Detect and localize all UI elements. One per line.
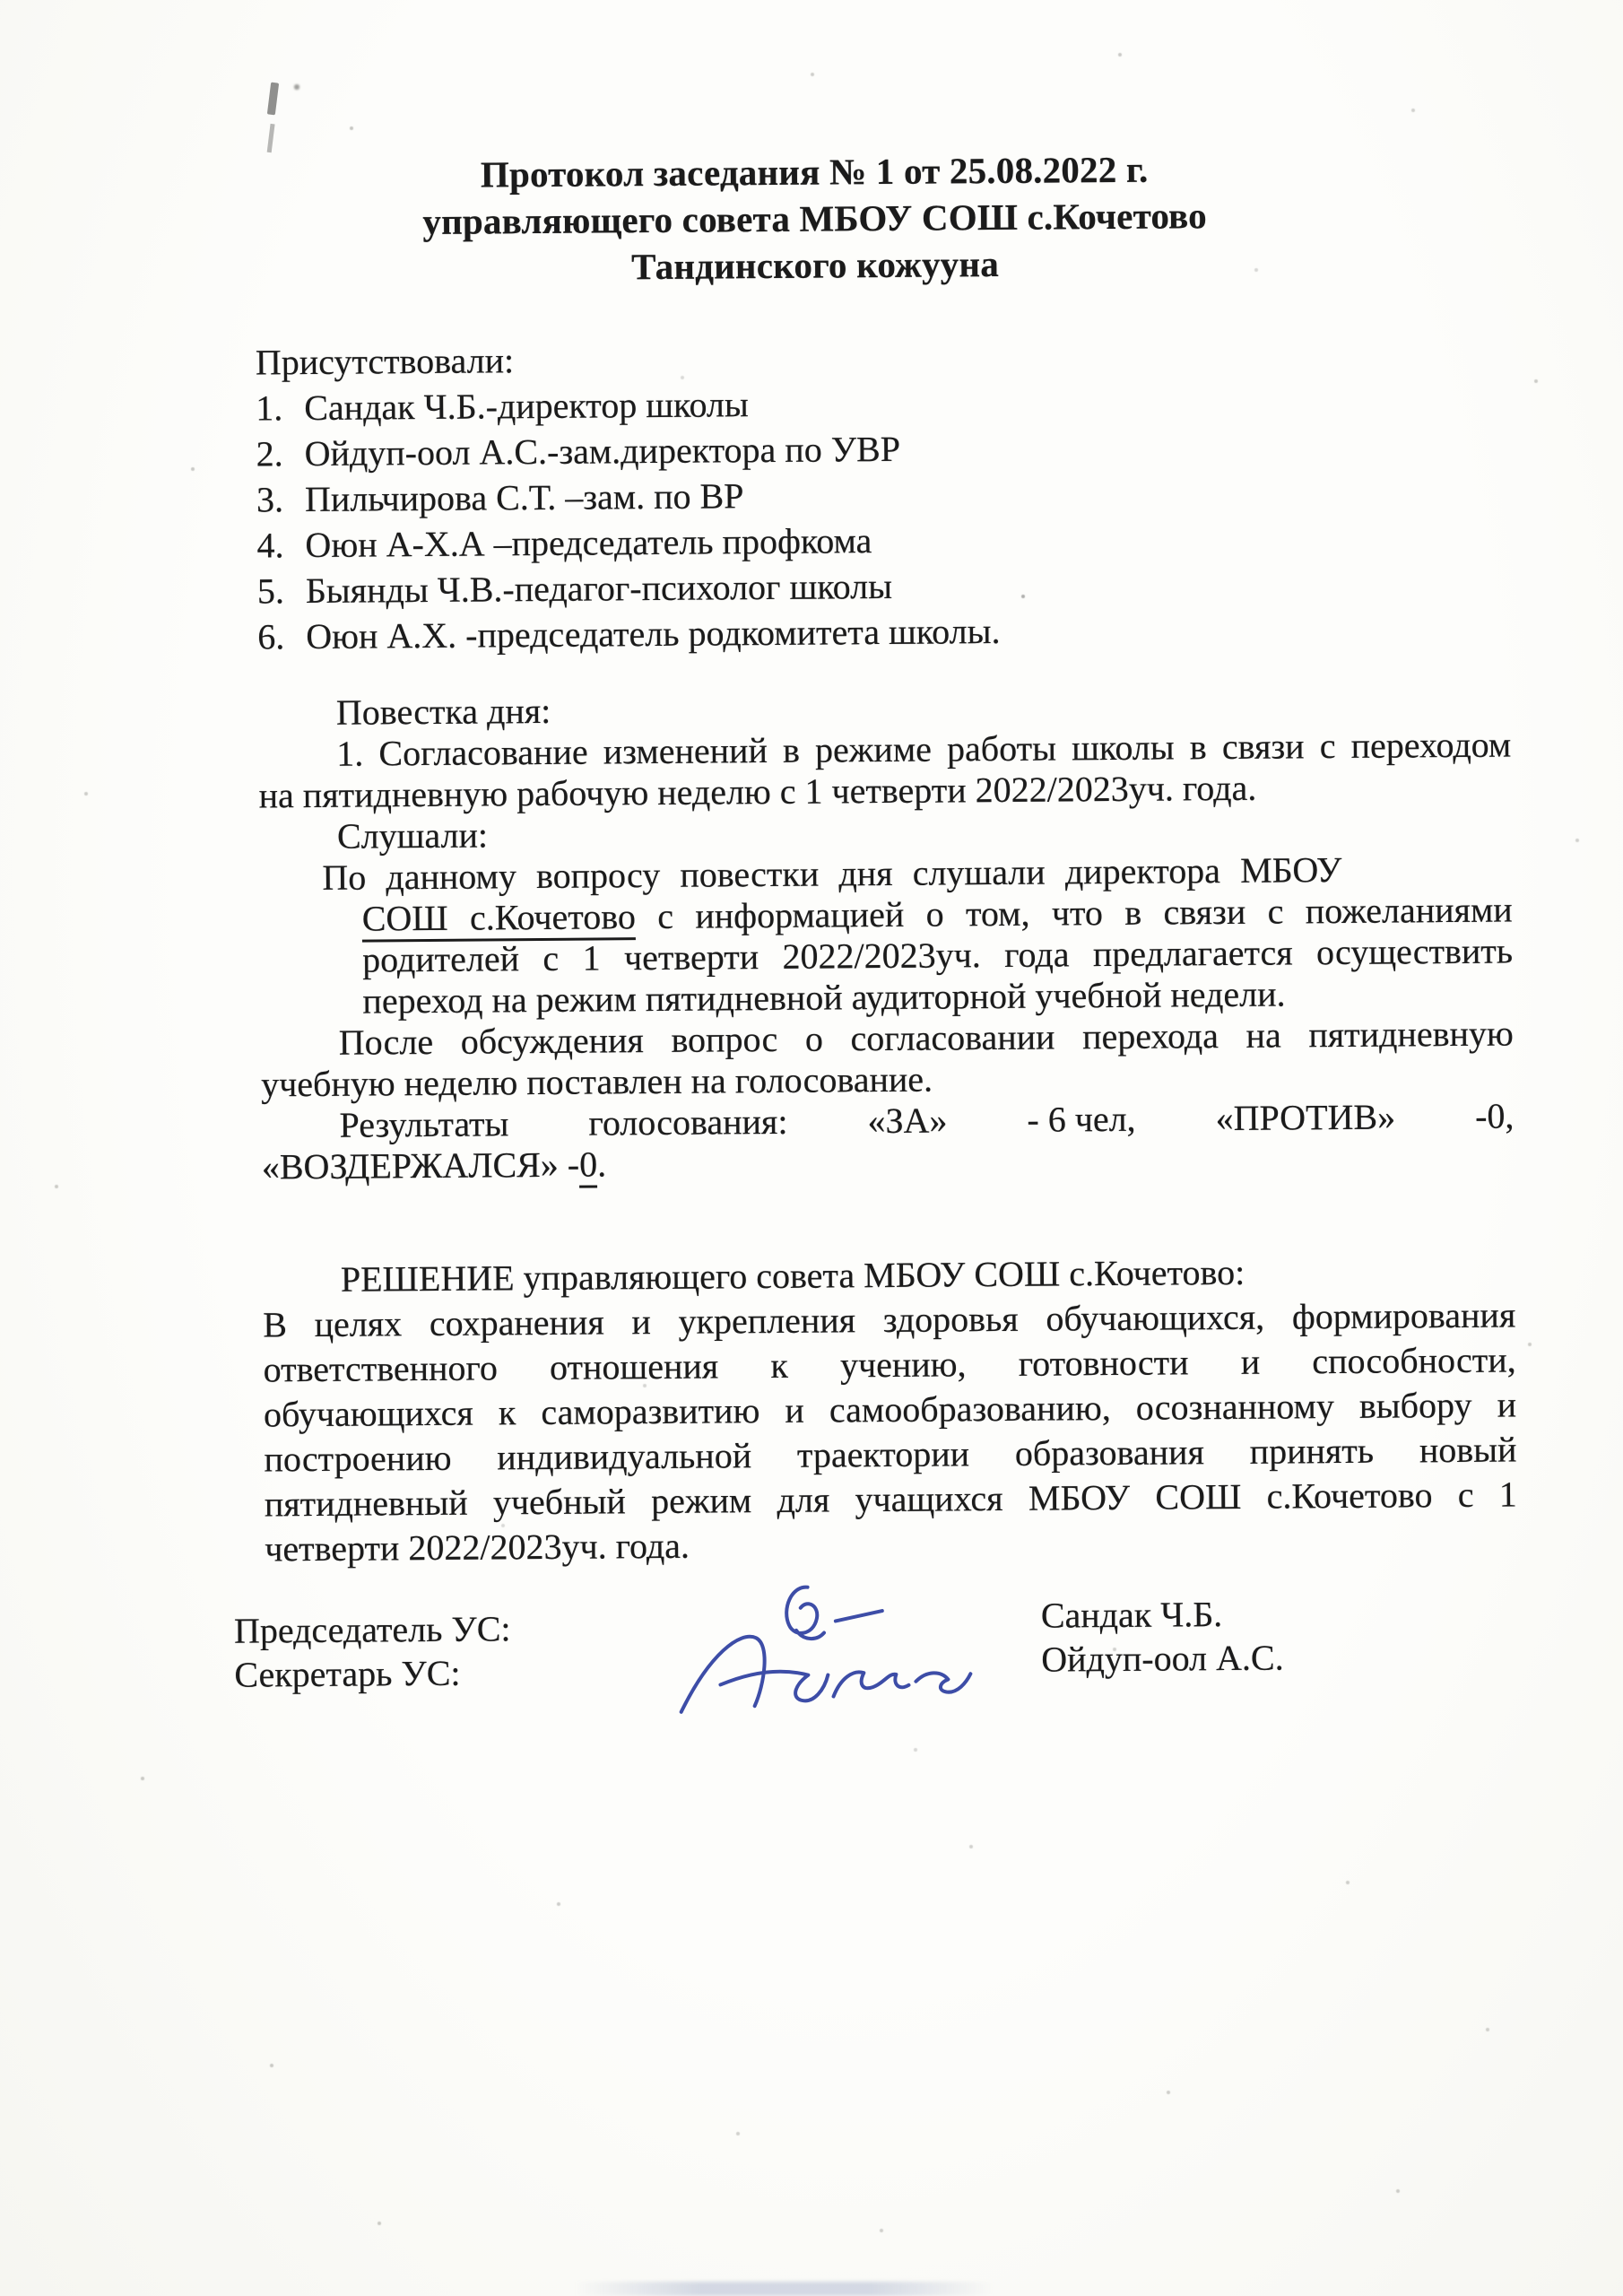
heard-header: Слушали: bbox=[336, 814, 489, 857]
chairman-signature-stroke bbox=[786, 1587, 882, 1639]
attendee-item bbox=[257, 604, 1510, 660]
voting-abstained-line bbox=[262, 1136, 1515, 1187]
heard-section bbox=[259, 807, 1515, 1188]
attendee-text: Быянды Ч.В.-педагог-психолог школы bbox=[305, 565, 893, 612]
document-title bbox=[254, 144, 1376, 293]
resolution-body-line: пятидневный учебный режим для учащихся МБОУ СОШ с.Кочетово с 1 bbox=[264, 1474, 1517, 1525]
attendee-number: 1. bbox=[256, 387, 283, 429]
chairman-name: Сандак Ч.Б. bbox=[1040, 1594, 1223, 1636]
attendee-number: 5. bbox=[256, 570, 285, 612]
agenda-item-line: 1. Согласование изменений в режиме работы школы в связи с переходом bbox=[336, 724, 1512, 774]
scan-smudge bbox=[574, 2282, 995, 2296]
attendee-number: 2. bbox=[256, 433, 283, 474]
title-line-district: Тандинского кожууна bbox=[630, 242, 1000, 288]
abstain-period: . bbox=[596, 1144, 607, 1185]
underlined-school-name: СОШ с.Кочетово bbox=[362, 896, 637, 942]
voting-segment: «ПРОТИВ» bbox=[1215, 1096, 1396, 1139]
abstain-text: «ВОЗДЕРЖАЛСЯ» - bbox=[261, 1144, 580, 1187]
voting-segment: голосования: bbox=[588, 1100, 788, 1144]
abstain-count-underlined: 0 bbox=[579, 1144, 597, 1188]
resolution-body-line: ответственного отношения к учению, готовности и способности, bbox=[263, 1339, 1516, 1390]
voting-segment: Результаты bbox=[339, 1103, 509, 1145]
heard-line: По данному вопросу повестки дня слушали директора МБОУ bbox=[322, 848, 1342, 898]
scan-noise-specks bbox=[0, 0, 2, 2]
heard-line-rest: с информацией о том, что в связи с пожеланиями bbox=[635, 889, 1513, 937]
voting-segment: «ЗА» bbox=[867, 1100, 948, 1142]
discussion-line: После обсуждения вопрос о согласовании перехода на пятидневную bbox=[338, 1013, 1514, 1063]
attendees-section bbox=[256, 330, 1511, 660]
agenda-section bbox=[258, 683, 1512, 817]
secretary-signature-stroke bbox=[681, 1635, 971, 1712]
attendee-text: Оюн А.Х. -председатель родкомитета школы. bbox=[306, 610, 1001, 657]
title-line-council: управляющего совета МБОУ СОШ с.Кочетово bbox=[422, 195, 1208, 243]
resolution-header: РЕШЕНИЕ управляющего совета МБОУ СОШ с.Кочетово: bbox=[340, 1251, 1245, 1300]
heard-line: родителей с 1 четверти 2022/2023уч. года предлагается осуществить bbox=[361, 930, 1514, 980]
attendee-number: 6. bbox=[257, 616, 285, 657]
secretary-label: Секретарь УС: bbox=[234, 1652, 461, 1695]
resolution-body-line: обучающихся к саморазвитию и самообразованию, осознанному выбору и bbox=[263, 1384, 1517, 1435]
voting-segment: -0, bbox=[1474, 1095, 1515, 1136]
attendees-header: Присутствовали: bbox=[255, 340, 515, 383]
secretary-name: Ойдуп-оол А.С. bbox=[1041, 1637, 1284, 1680]
agenda-header: Повестка дня: bbox=[335, 690, 551, 733]
chairman-label: Председатель УС: bbox=[233, 1608, 511, 1651]
agenda-item-continuation: на пятидневную рабочую неделю с 1 четверти 2022/2023уч. года. bbox=[258, 767, 1257, 816]
attendee-text: Ойдуп-оол А.С.-зам.директора по УВР bbox=[304, 428, 901, 474]
attendee-text: Оюн А-Х.А –председатель профкома bbox=[305, 520, 872, 566]
attendee-number: 4. bbox=[256, 525, 284, 566]
signature-block bbox=[233, 1594, 1519, 1697]
heard-line: переход на режим пятидневной аудиторной учебной недели. bbox=[362, 973, 1286, 1022]
resolution-body-line: построению индивидуальной траектории образования принять новый bbox=[264, 1429, 1517, 1480]
handwritten-signature bbox=[673, 1575, 979, 1730]
scan-artifact-mark bbox=[267, 83, 279, 116]
discussion-line-continuation: учебную неделю поставлен на голосование. bbox=[261, 1058, 933, 1105]
resolution-body-last-line: четверти 2022/2023уч. года. bbox=[265, 1525, 690, 1570]
voting-segment: - 6 чел, bbox=[1027, 1098, 1136, 1140]
attendee-text: Сандак Ч.Б.-директор школы bbox=[304, 384, 749, 429]
attendee-number: 3. bbox=[256, 479, 284, 520]
resolution-body-line: В целях сохранения и укрепления здоровья обучающихся, формирования bbox=[263, 1294, 1516, 1345]
document-content bbox=[233, 144, 1518, 1698]
resolution-section bbox=[263, 1248, 1518, 1571]
title-line-protocol: Протокол заседания № 1 от 25.08.2022 г. bbox=[480, 148, 1149, 196]
attendee-text: Пильчирова С.Т. –зам. по ВР bbox=[304, 475, 744, 520]
